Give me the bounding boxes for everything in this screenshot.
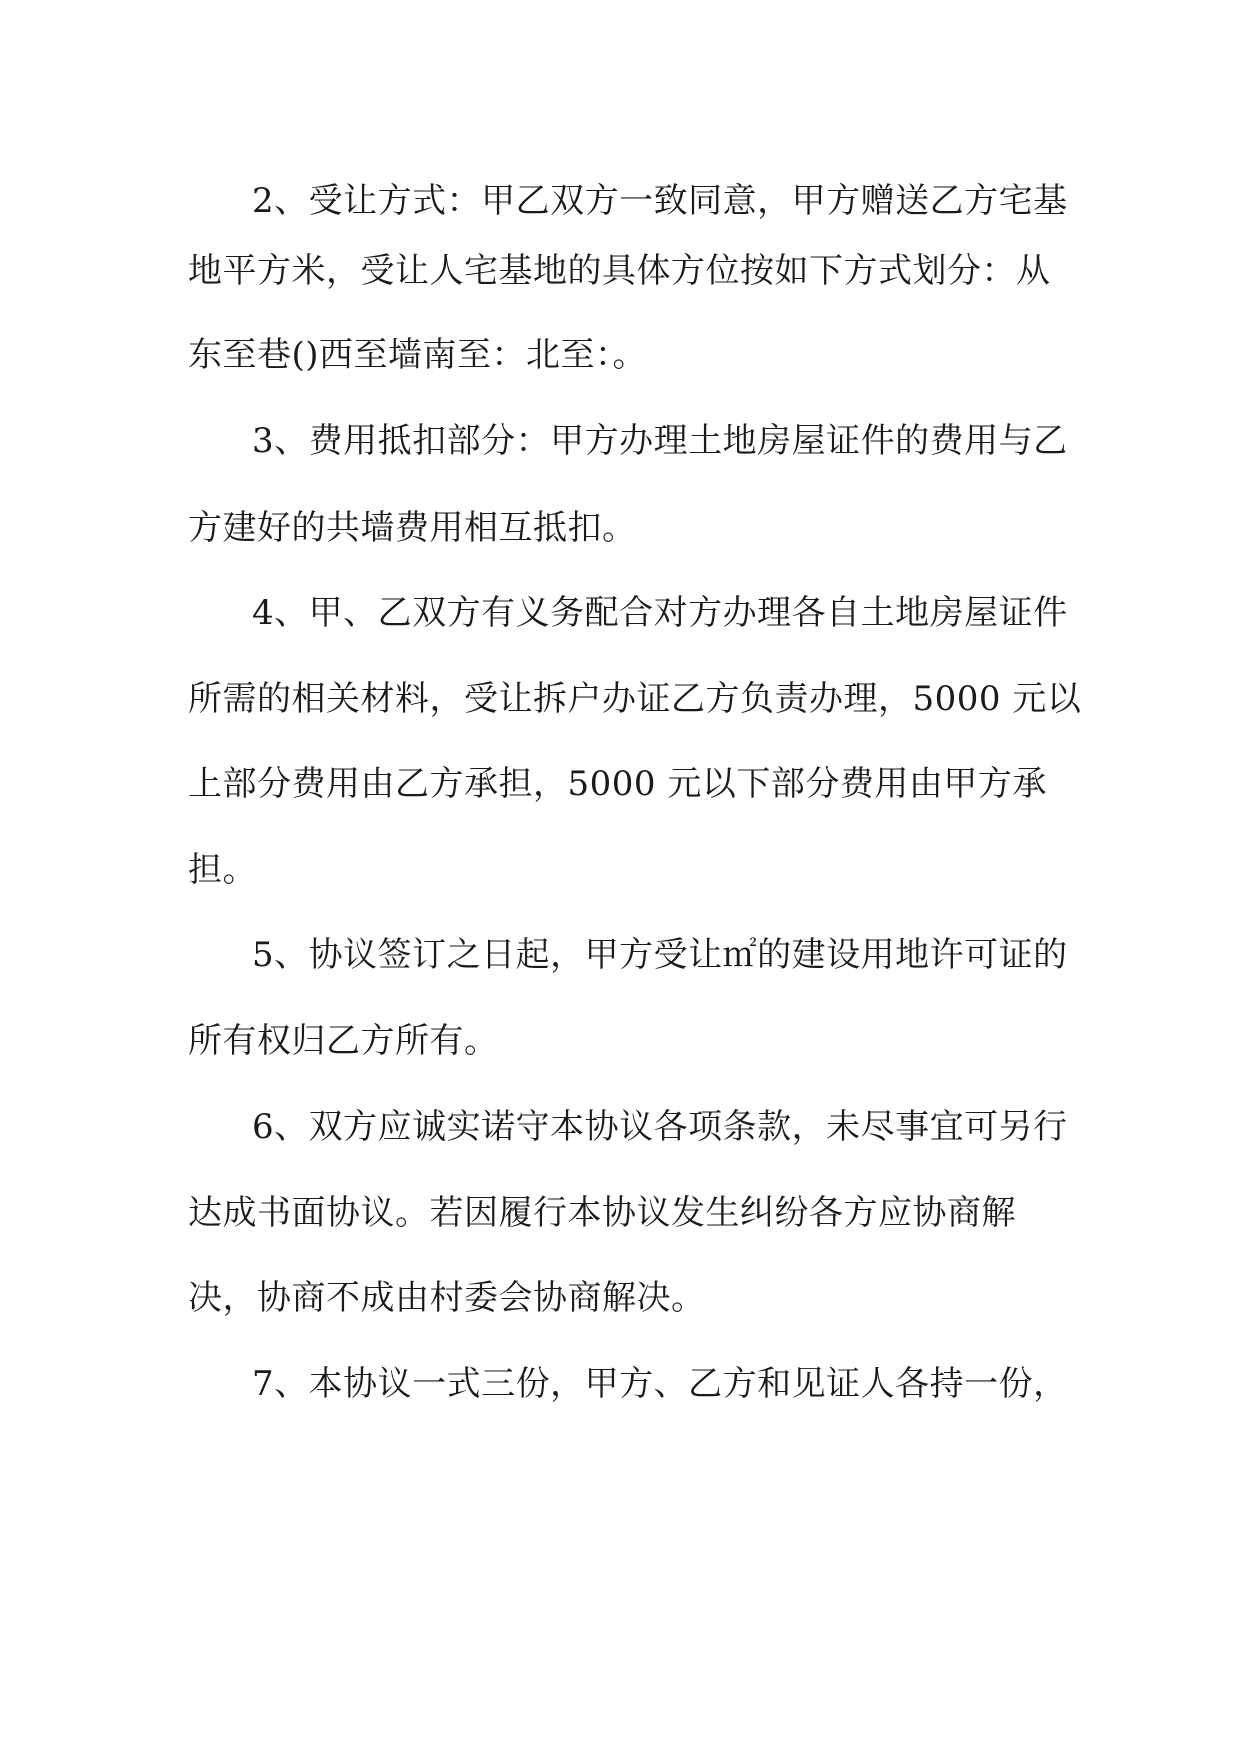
clause-6-line-1: 6、双方应诚实诺守本协议各项条款，未尽事宜可另行 — [252, 1107, 1068, 1147]
clause-5-line-2: 所有权归乙方所有。 — [188, 1021, 499, 1061]
clause-4-line-3: 上部分费用由乙方承担，5000 元以下部分费用由甲方承 — [188, 764, 1047, 804]
clause-4-line-2: 所需的相关材料，受让拆户办证乙方负责办理，5000 元以 — [188, 679, 1082, 719]
clause-5-line-1: 5、协议签订之日起，甲方受让㎡的建设用地许可证的 — [252, 935, 1068, 975]
clause-2-line-2: 地平方米，受让人宅基地的具体方位按如下方式划分：从 — [188, 251, 1051, 291]
clause-3-line-1: 3、费用抵扣部分：甲方办理土地房屋证件的费用与乙 — [252, 421, 1068, 461]
clause-6-line-2: 达成书面协议。若因履行本协议发生纠纷各方应协商解 — [188, 1193, 1016, 1233]
clause-2-line-1: 2、受让方式：甲乙双方一致同意，甲方赠送乙方宅基 — [252, 181, 1068, 221]
clause-4-line-4: 担。 — [188, 850, 257, 890]
clause-7-line-1: 7、本协议一式三份，甲方、乙方和见证人各持一份， — [252, 1364, 1068, 1404]
clause-4-line-1: 4、甲、乙双方有义务配合对方办理各自土地房屋证件 — [252, 593, 1068, 633]
clause-6-line-3: 决，协商不成由村委会协商解决。 — [188, 1278, 706, 1318]
clause-3-line-2: 方建好的共墙费用相互抵扣。 — [188, 508, 637, 548]
clause-2-line-3: 东至巷()西至墙南至：北至：。 — [188, 335, 648, 375]
